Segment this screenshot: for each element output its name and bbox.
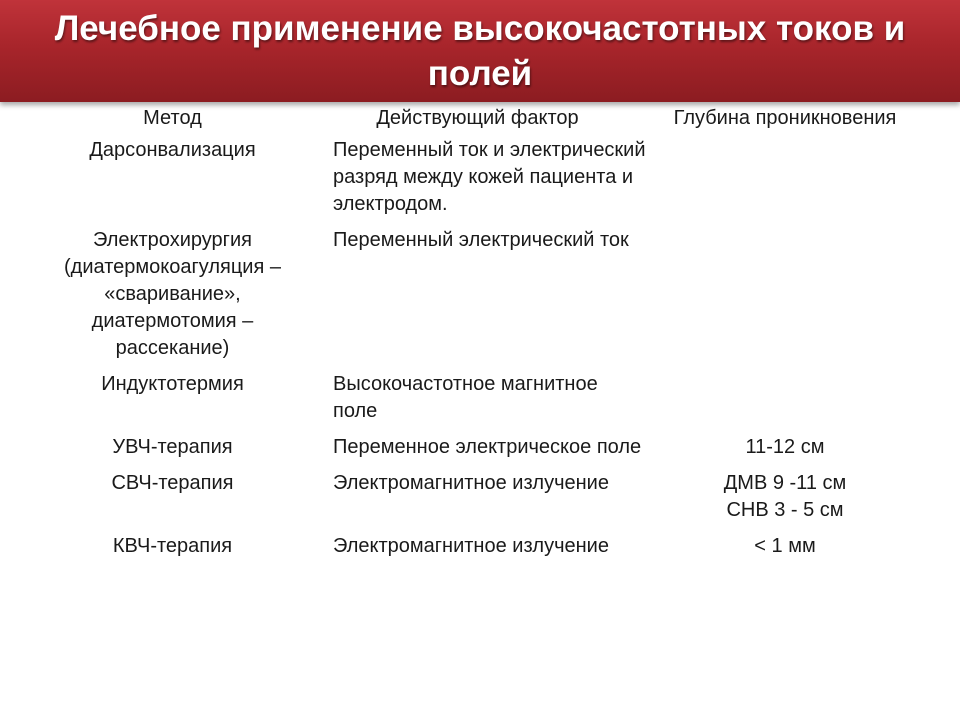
methods-table: [40, 103, 920, 568]
header-factor: Действующий фактор: [376, 107, 579, 129]
factor-cell: Электромагнитное излучение: [333, 535, 609, 557]
header-depth: Глубина проникновения: [673, 107, 897, 129]
method-cell: Индуктотермия: [101, 373, 244, 395]
depth-cell: [650, 370, 920, 433]
depth-cell: 11-12 см: [745, 436, 825, 458]
depth-line: СНВ 3 - 5 см: [726, 499, 844, 521]
method-cell: Электрохирургия (диатермокоагуляция – «сваривание», диатермотомия – рассекание): [64, 229, 281, 359]
table-row: [40, 433, 920, 469]
slide-title: Лечебное применение высокочастотных токов и полей: [54, 9, 906, 93]
factor-cell: Высокочастотное магнитное поле: [333, 373, 598, 422]
factor-cell: Переменный электрический ток: [333, 229, 629, 251]
factor-cell: Переменный ток и электрический разряд между кожей пациента и электродом.: [333, 139, 646, 215]
header-method: Метод: [143, 107, 202, 129]
slide-title-bar: [0, 0, 960, 102]
method-cell: КВЧ-терапия: [112, 535, 233, 557]
factor-cell: Переменное электрическое поле: [333, 436, 642, 458]
table-row: [40, 226, 920, 370]
depth-cell: [650, 469, 920, 532]
method-cell: Дарсонвализация: [89, 139, 256, 161]
method-cell: УВЧ-терапия: [112, 436, 233, 458]
table-row: [40, 532, 920, 568]
depth-cell: [650, 136, 920, 226]
table-row: [40, 370, 920, 433]
table-row: [40, 469, 920, 532]
table-header-row: [40, 103, 920, 136]
factor-cell: Электромагнитное излучение: [333, 472, 609, 494]
depth-cell: [650, 226, 920, 370]
table-row: [40, 136, 920, 226]
method-cell: СВЧ-терапия: [111, 472, 234, 494]
depth-line: ДМВ 9 -11 см: [723, 472, 847, 494]
depth-cell: < 1 мм: [754, 535, 816, 557]
